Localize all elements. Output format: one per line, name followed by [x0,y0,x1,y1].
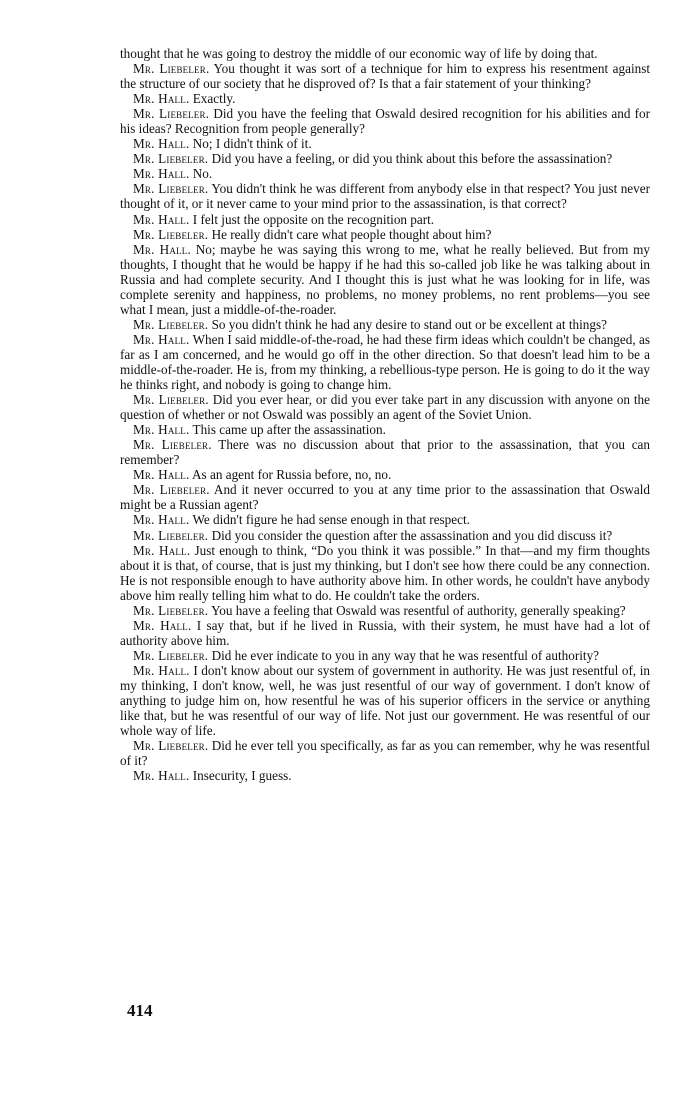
paragraph-text: This came up after the assassination. [189,422,386,438]
transcript-paragraph [120,618,650,648]
speaker-name: Mr. Liebeler. [133,482,210,498]
speaker-name: Mr. Hall. [133,768,190,784]
speaker-name: Mr. Liebeler. [133,437,212,453]
transcript-paragraph [120,136,650,151]
speaker-name: Mr. Liebeler. [133,647,209,663]
paragraph-text: When I said middle-of-the-road, he had these firm ideas which couldn't be changed, as far as I am concerned, and he would go off in the other direction. So that doesn't lead him to be a middle-of-the-roader. He is, from my thinking, a rebellious-type person. He is going to do it the way he thinks right, and nobody is going to change him. [120,331,650,393]
speaker-name: Mr. Hall. [133,136,190,152]
transcript-paragraph [120,106,650,136]
transcript-paragraph [120,437,650,467]
paragraph-text: Just enough to think, “Do you think it was possible.” In that—and my firm thoughts about it is that, of course, that is just my thinking, but I don't see how there could be any connection. He is not responsible enough to have authority above him. In other words, he couldn't have anybody above him really telling him what to do. He couldn't take the orders. [120,542,650,603]
speaker-name: Mr. Hall. [133,91,190,107]
transcript-paragraph [120,332,650,392]
transcript-paragraph [120,91,650,106]
page-number: 414 [127,1001,153,1020]
transcript-paragraph [120,242,650,317]
paragraph-text: Exactly. [189,91,236,107]
paragraph-text: There was no discussion about that prior to the assassination, that you can remember? [120,437,650,468]
paragraph-text: No; I didn't think of it. [189,136,312,152]
transcript-paragraph [120,212,650,227]
transcript-paragraph [120,738,650,768]
speaker-name: Mr. Hall. [133,512,190,528]
paragraph-text: You thought it was sort of a technique for him to express his resentment against the structure of our society that he disproved of? Is that a fair statement of your thinking? [120,61,650,92]
speaker-name: Mr. Hall. [133,617,192,633]
speaker-name: Mr. Liebeler. [133,527,209,543]
paragraph-text: No; maybe he was saying this wrong to me, what he really believed. But from my thoughts, I thought that he would be happy if he had this so-called job like he was talking about in Russia and had complete security. And I thought this is just what he was looking for in life, was complete serenity and happiness, no problems, no money problems, no rent problems—you see what I mean, just a middle-of-the-roader. [120,241,650,317]
transcript-paragraph [120,166,650,181]
paragraph-text: Did you consider the question after the assassination and you did discuss it? [208,527,613,543]
speaker-name: Mr. Liebeler. [133,61,210,77]
paragraph-text: So you didn't think he had any desire to stand out or be excellent at things? [208,316,607,332]
speaker-name: Mr. Liebeler. [133,602,209,618]
paragraph-text: Insecurity, I guess. [189,768,292,784]
transcript-paragraph [120,422,650,437]
transcript-paragraph [120,528,650,543]
transcript-paragraph [120,46,650,61]
paragraph-text: Did he ever indicate to you in any way that he was resentful of authority? [208,647,600,663]
speaker-name: Mr. Hall. [133,467,190,483]
paragraph-text: No. [189,166,213,182]
paragraph-text: thought that he was going to destroy the middle of our economic way of life by doing that. [120,46,598,61]
speaker-name: Mr. Liebeler. [133,106,210,122]
transcript-paragraph [120,603,650,618]
transcript-paragraph [120,61,650,91]
speaker-name: Mr. Hall. [133,542,191,558]
speaker-name: Mr. Hall. [133,166,190,182]
paragraph-text: Did he ever tell you specifically, as far as you can remember, why he was resentful of it? [120,738,650,769]
speaker-name: Mr. Hall. [133,662,190,678]
paragraph-text: As an agent for Russia before, no, no. [189,467,392,483]
speaker-name: Mr. Liebeler. [133,226,209,242]
paragraph-text: Did you ever hear, or did you ever take part in any discussion with anyone on the question of whether or not Oswald was possibly an agent of the Soviet Union. [120,392,650,423]
paragraph-text: I say that, but if he lived in Russia, with their system, he must have had a lot of authority above him. [120,617,650,648]
paragraph-text: I felt just the opposite on the recognition part. [189,211,435,227]
speaker-name: Mr. Hall. [133,422,190,438]
paragraph-text: You didn't think he was different from anybody else in that respect? You just never thought of it, or it never came to your mind prior to the assassination, is that correct? [120,181,650,212]
transcript-paragraph [120,648,650,663]
speaker-name: Mr. Liebeler. [133,738,209,754]
speaker-name: Mr. Liebeler. [133,181,209,197]
speaker-name: Mr. Liebeler. [133,392,209,408]
paragraph-text: Did you have a feeling, or did you think about this before the assassination? [208,151,613,167]
transcript-paragraph [120,467,650,482]
transcript-page [120,46,650,783]
transcript-paragraph [120,317,650,332]
paragraph-text: And it never occurred to you at any time prior to the assassination that Oswald might be a Russian agent? [120,482,650,513]
speaker-name: Mr. Hall. [133,211,190,227]
transcript-paragraph [120,768,650,783]
speaker-name: Mr. Hall. [133,331,190,347]
transcript-paragraph [120,543,650,603]
paragraph-text: He really didn't care what people thought about him? [208,226,492,242]
transcript-paragraph [120,663,650,738]
speaker-name: Mr. Liebeler. [133,151,209,167]
paragraph-text: We didn't figure he had sense enough in that respect. [189,512,470,528]
transcript-paragraph [120,181,650,211]
transcript-paragraph [120,512,650,527]
paragraph-text: You have a feeling that Oswald was resentful of authority, generally speaking? [208,602,626,618]
transcript-paragraph [120,151,650,166]
speaker-name: Mr. Liebeler. [133,316,209,332]
transcript-paragraph [120,392,650,422]
transcript-paragraph [120,227,650,242]
transcript-paragraph [120,482,650,512]
speaker-name: Mr. Hall. [133,241,191,257]
paragraph-text: I don't know about our system of government in authority. He was just resentful of, in my thinking, I don't know, well, he was just resentful of our way of government. I don't know of anything to judge him on, how resentful he was of his superior officers in the service or anything like that, but he was resentful of our way of life. Not just our government. He was resentful of our whole way of life. [120,662,650,739]
paragraph-text: Did you have the feeling that Oswald desired recognition for his abilities and for his ideas? Recognition from people generally? [120,106,650,137]
